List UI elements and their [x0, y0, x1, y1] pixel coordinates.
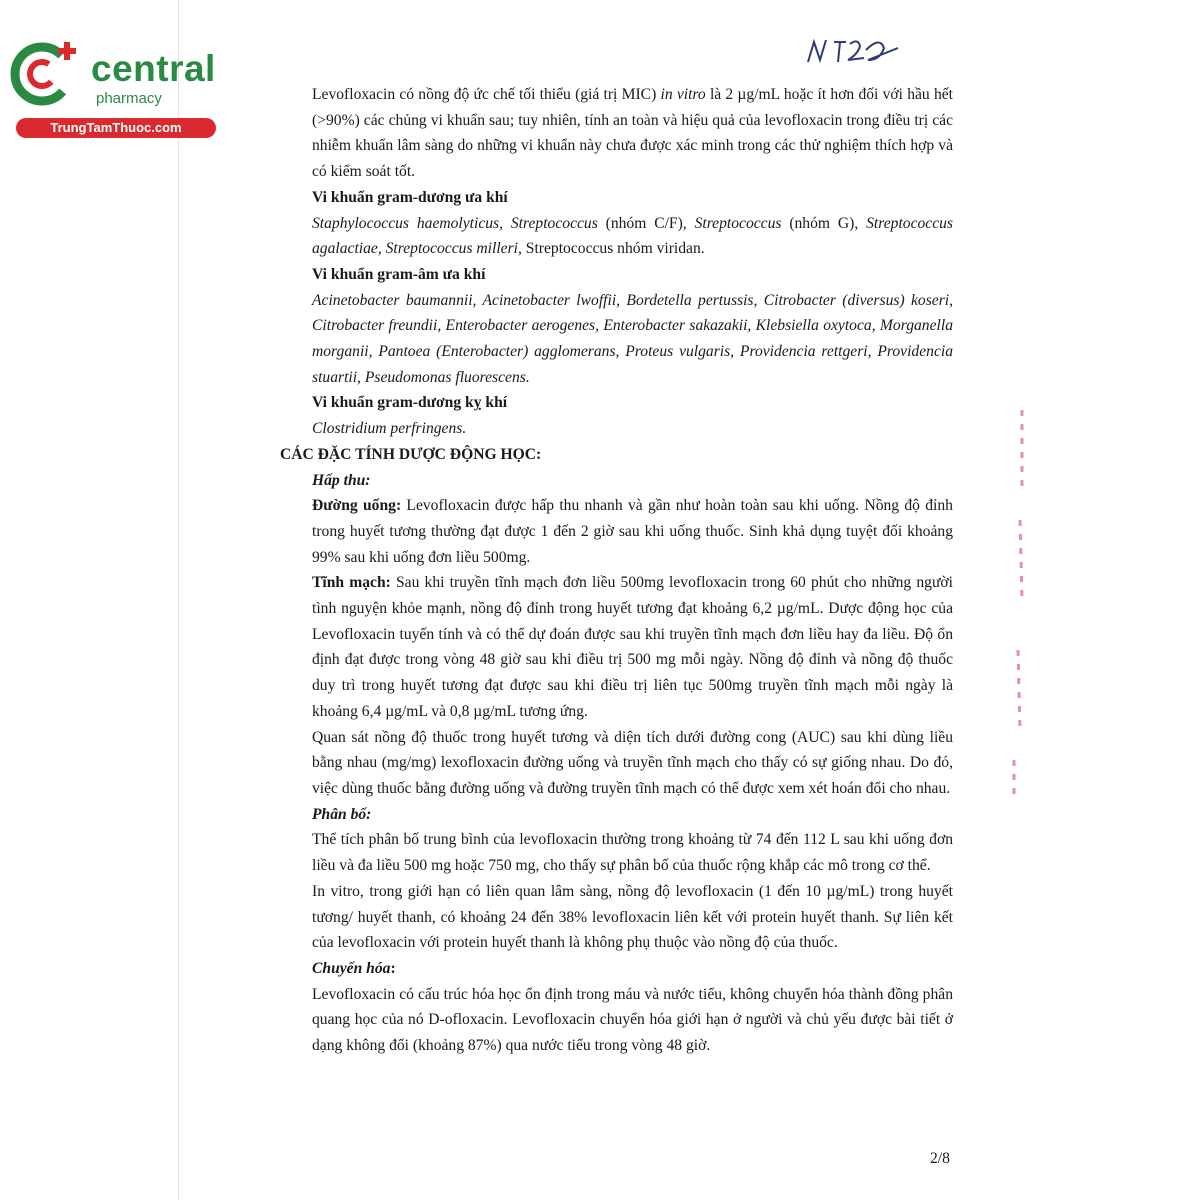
auc-paragraph: Quan sát nồng độ thuốc trong huyết tương và diện tích dưới đường cong (AUC) sau khi dùng liều bằng nhau (mg/mg) lexofloxacin đường uống và truyền tĩnh mạch cho thấy có sự giống nhau. Do đó, việc dùng thuốc bằng đường uống và đường truyền tĩnh mạch có thể được xem xét hoán đổi cho nhau. — [312, 728, 953, 797]
margin-stamp-marks — [1000, 400, 1040, 820]
text-span: in vitro — [660, 86, 706, 103]
text-span: Streptococcus agalactiae, Streptococcus milleri, — [312, 214, 954, 258]
text-span: Levofloxacin có nồng độ ức chế tối thiểu (giá trị MIC) — [312, 86, 661, 103]
text-span: (nhóm C/F), — [597, 214, 695, 232]
distribution-heading: Phân bố: — [312, 805, 372, 823]
oral-absorption-paragraph — [312, 493, 953, 570]
metabolism-heading — [312, 956, 953, 982]
page-number: 2/8 — [930, 1150, 950, 1167]
gram-positive-aerobic-list — [312, 211, 953, 262]
document-body — [280, 82, 954, 1059]
text-span: (nhóm G), — [781, 214, 867, 232]
absorption-heading: Hấp thu: — [312, 471, 371, 489]
gram-positive-anaerobic-list: Clostridium perfringens. — [312, 420, 467, 438]
handwritten-signature — [800, 30, 910, 70]
section-heading-gram-positive-anaerobic: Vi khuẩn gram-dương kỵ khí — [312, 394, 508, 412]
logo-site-url: TrungTamThuoc.com — [16, 118, 216, 138]
text-span: Levofloxacin được hấp thu nhanh và gần như hoàn toàn sau khi uống. Nồng độ đỉnh trong huyết tương thường đạt được 1 đến 2 giờ sau khi uống thuốc. Sinh khả dụng tuyệt đối khoảng 99% sau khi uống đơn liều 500mg. — [312, 497, 953, 566]
pharmacy-cross-icon — [8, 38, 88, 118]
text-span: Chuyển hóa — [312, 959, 391, 977]
metabolism-paragraph: Levofloxacin có cấu trúc hóa học ổn định trong máu và nước tiểu, không chuyển hóa thành đồng phân quang học của nó D-ofloxacin. Levofloxacin chuyển hóa giới hạn ở người và chủ yếu được bài tiết ở dạng không đổi (khoảng 87%) qua nước tiểu trong vòng 48 giờ. — [312, 985, 953, 1055]
logo-brand-name: central — [91, 48, 216, 89]
mic-intro-paragraph — [312, 82, 953, 185]
section-heading-gram-negative-aerobic: Vi khuẩn gram-âm ưa khí — [312, 265, 486, 283]
central-pharmacy-logo — [8, 38, 216, 138]
text-span: Đường uống: — [312, 497, 402, 515]
text-span: Tĩnh mạch: — [312, 574, 391, 592]
gram-negative-aerobic-list: Acinetobacter baumannii, Acinetobacter lwoffii, Bordetella pertussis, Citrobacter (diversus) koseri, Citrobacter freundii, Enterobacter aerogenes, Enterobacter sakazakii, Klebsiella oxytoca, Morganella morganii, Pantoea (Enterobacter) agglomerans, Proteus vulgaris, Providencia rettgeri, Providencia stuartii, Pseudomonas fluorescens. — [312, 291, 953, 386]
page-edge — [178, 0, 179, 1200]
protein-binding-paragraph: In vitro, trong giới hạn có liên quan lâm sàng, nồng độ levofloxacin (1 đến 10 µg/mL) trong huyết tương/ huyết thanh, có khoảng 24 đến 38% levofloxacin liên kết với protein huyết thanh. Sự liên kết của levofloxacin với protein huyết thanh là không phụ thuộc vào nồng độ của thuốc. — [312, 882, 953, 952]
section-heading-gram-positive-aerobic: Vi khuẩn gram-dương ưa khí — [312, 188, 508, 206]
text-span: Sau khi truyền tĩnh mạch đơn liều 500mg levofloxacin trong 60 phút cho những người tình nguyện khỏe mạnh, nồng độ đỉnh trong huyết tương đạt khoảng 6,2 µg/mL. Dược động học của Levofloxacin tuyến tính và có thể dự đoán được sau khi truyền tĩnh mạch đơn liều hay đa liều. Độ ổn định đạt được trong vòng 48 giờ sau khi điều trị 500 mg mỗi ngày. Nồng độ đỉnh và nồng độ thuốc duy trì trong huyết tương đạt được sau khi điều trị liên tục 500mg truyền tĩnh mạch mỗi ngày là khoảng 6,4 µg/mL và 0,8 µg/mL tương ứng. — [312, 574, 953, 720]
logo-subtitle: pharmacy — [96, 90, 162, 107]
iv-absorption-paragraph — [312, 570, 953, 724]
pharmacokinetics-heading: CÁC ĐẶC TÍNH DƯỢC ĐỘNG HỌC: — [280, 445, 542, 463]
text-span: Staphylococcus haemolyticus, Streptococcus — [312, 214, 598, 232]
text-span: : — [390, 959, 396, 977]
text-span: Streptococcus — [694, 214, 782, 232]
distribution-volume-paragraph: Thể tích phân bố trung bình của levofloxacin thường trong khoảng từ 74 đến 112 L sau khi uống đơn liều và đa liều 500 mg hoặc 750 mg, cho thấy sự phân bố của thuốc rộng khắp các mô trong cơ thể. — [312, 831, 953, 875]
text-span: là 2 µg/mL hoặc ít hơn đối với hầu hết (>90%) các chủng vi khuẩn sau; tuy nhiên, tính an toàn và hiệu quả của levofloxacin trong điều trị các nhiễm khuẩn lâm sàng do những vi khuẩn này chưa được xác minh trong các thử nghiệm thích hợp và có kiểm soát tốt. — [312, 86, 953, 181]
text-span: Streptococcus nhóm viridan. — [521, 240, 705, 258]
